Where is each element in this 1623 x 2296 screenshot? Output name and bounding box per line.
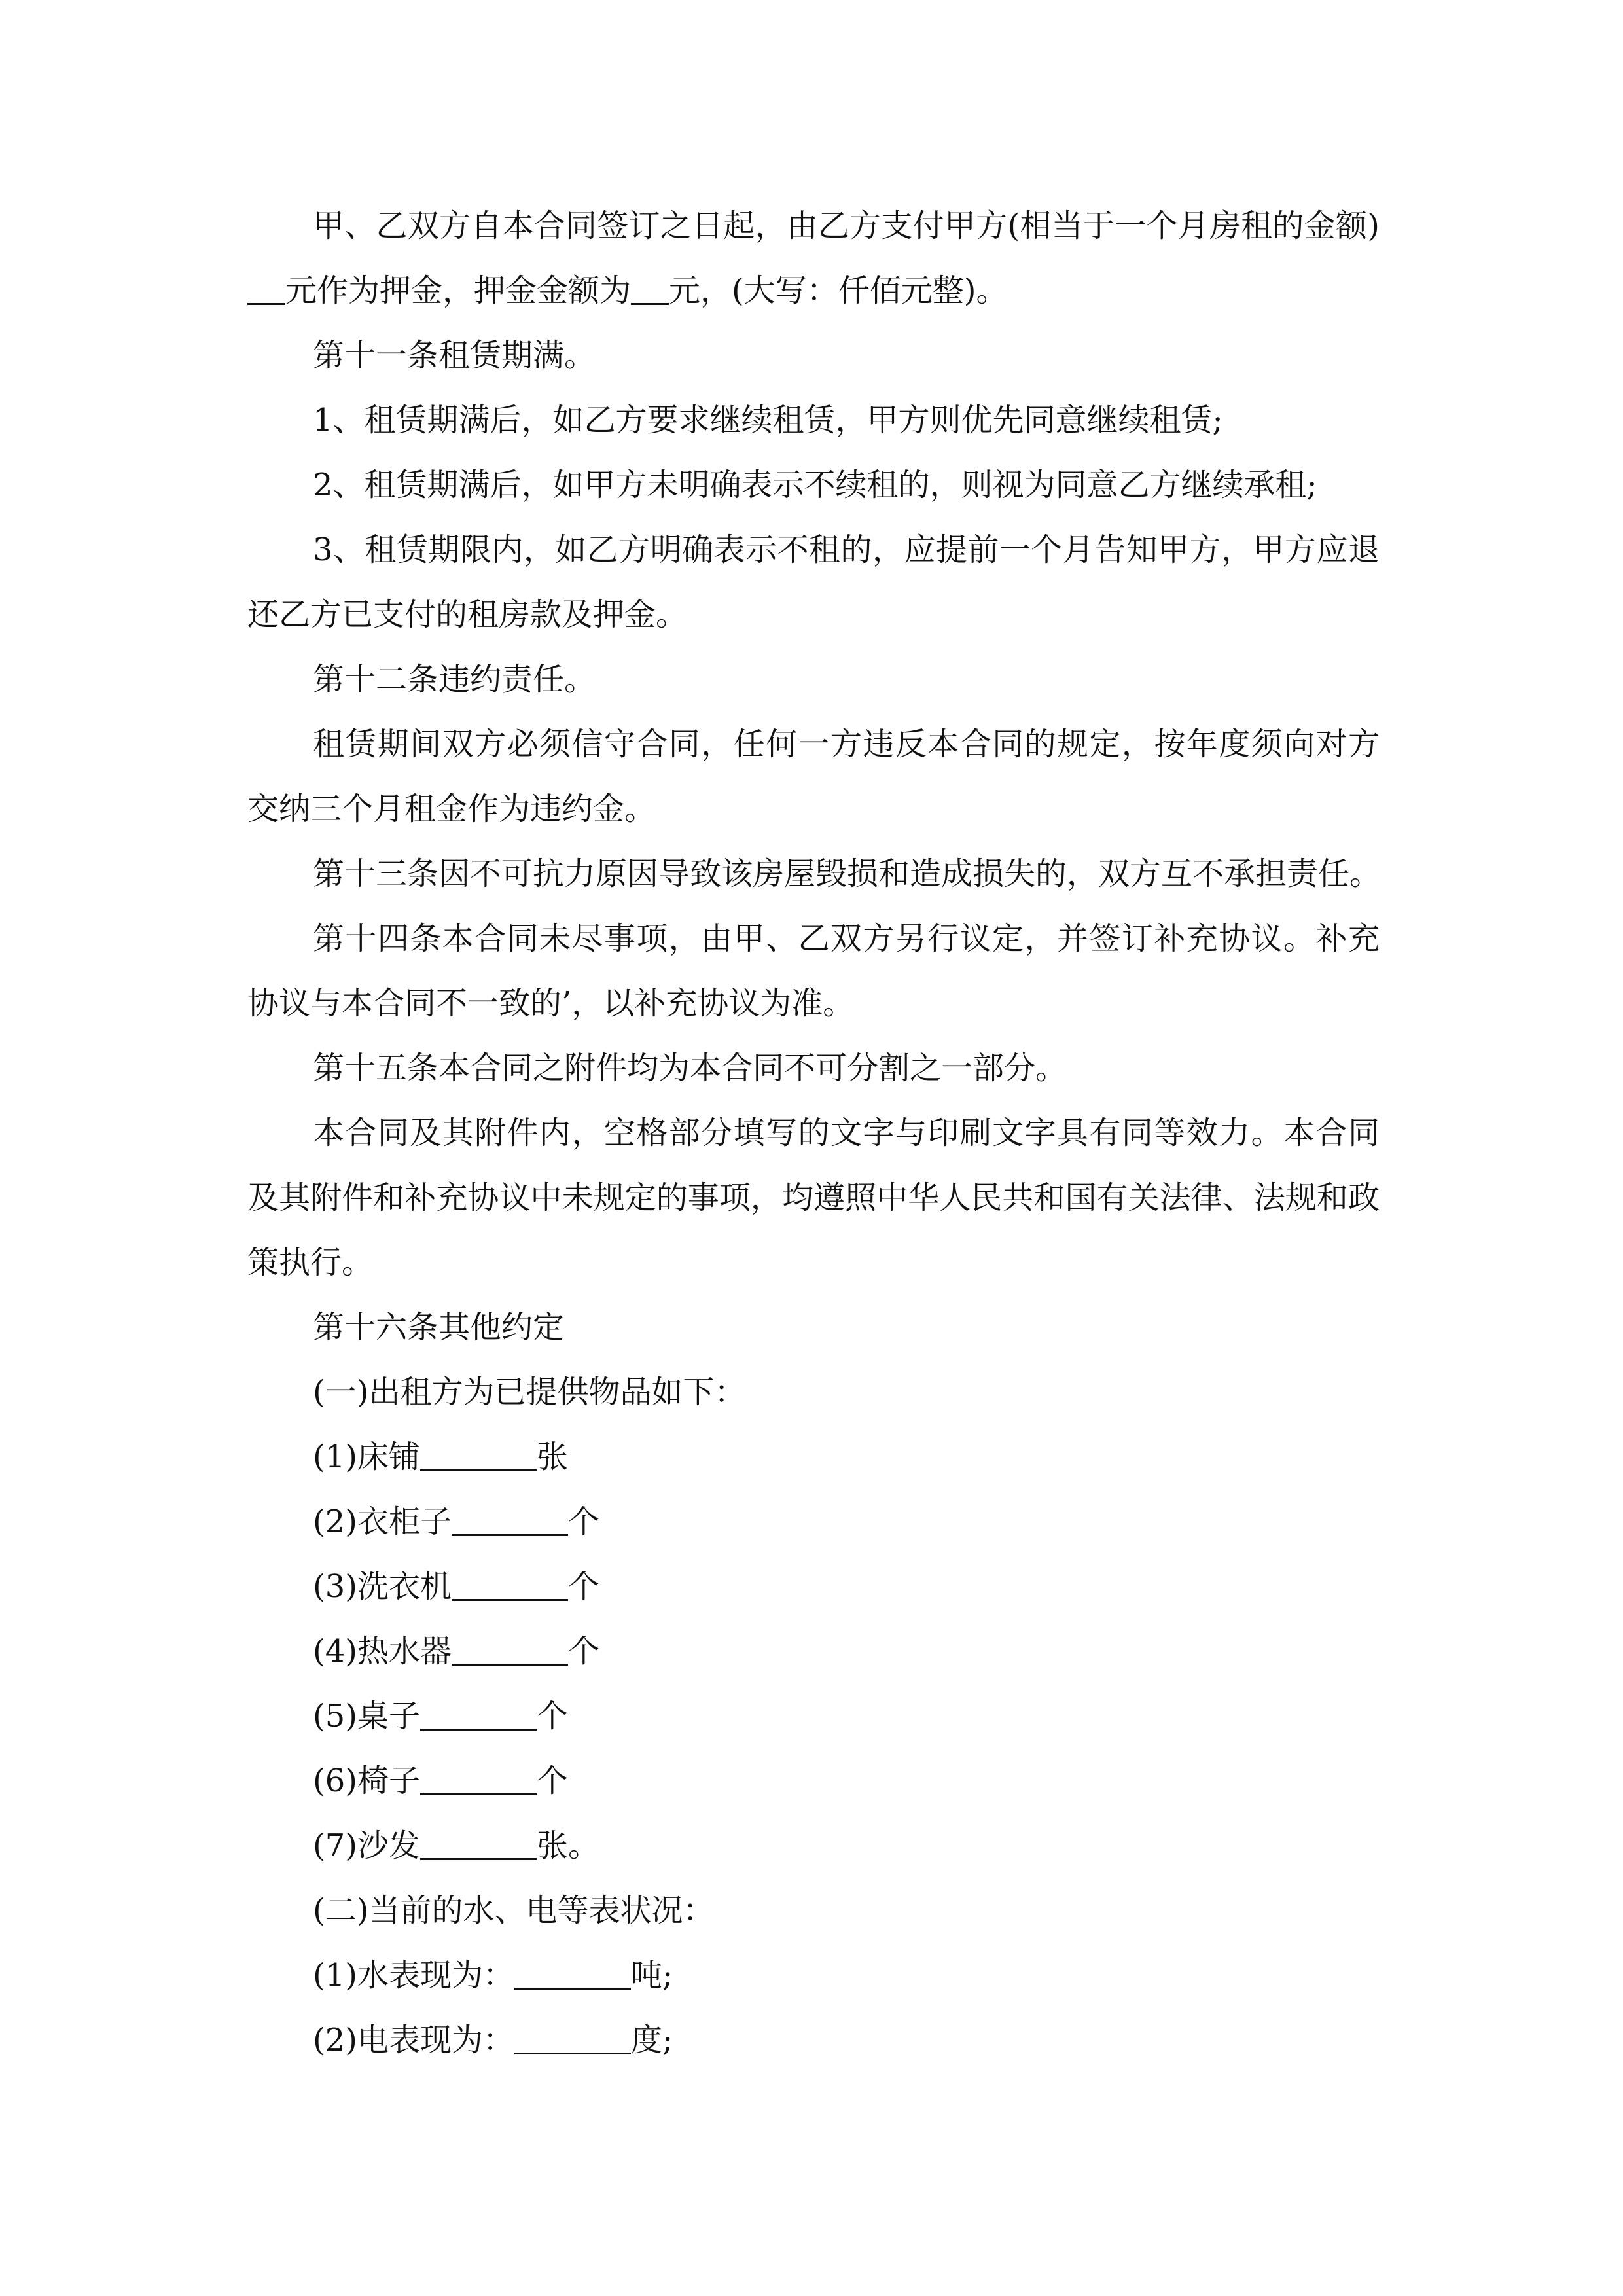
article-16-title: 第十六条其他约定	[313, 1309, 565, 1346]
meter-label: (2)电表现为：	[313, 2022, 514, 2058]
meters-title: (二)当前的水、电等表状况：	[313, 1892, 715, 1929]
deposit-amount-blank	[247, 272, 285, 305]
deposit-clause	[247, 194, 1380, 323]
item-table	[247, 1684, 1380, 1749]
item-wardrobe	[247, 1490, 1380, 1554]
item-bed	[247, 1425, 1380, 1490]
article-11-item-1: 1、租赁期满后，如乙方要求继续租赁，甲方则优先同意继续租赁;	[313, 402, 1223, 439]
items-title: (一)出租方为已提供物品如下：	[313, 1374, 746, 1410]
item-blank	[420, 1827, 537, 1860]
article-12-title: 第十二条违约责任。	[313, 661, 596, 698]
item-blank	[420, 1438, 537, 1471]
article-13: 第十三条因不可抗力原因导致该房屋毁损和造成损失的，双方互不承担责任。	[313, 855, 1382, 892]
item-label: (2)衣柜子	[313, 1503, 452, 1540]
item-label: (5)桌子	[313, 1698, 420, 1734]
article-11-item-2: 2、租赁期满后，如甲方未明确表示不续租的，则视为同意乙方继续承租;	[313, 467, 1317, 503]
contract-body	[247, 194, 1380, 2073]
article-15: 第十五条本合同之附件均为本合同不可分割之一部分。	[313, 1050, 1067, 1086]
item-blank	[420, 1762, 537, 1795]
meter-blank	[514, 1956, 631, 1990]
meter-electric	[247, 2008, 1380, 2073]
item-blank	[452, 1503, 568, 1536]
item-label: (3)洗衣机	[313, 1568, 452, 1605]
item-washing-machine	[247, 1554, 1380, 1619]
deposit-text-c: 元，(大写：仟佰元整)。	[669, 272, 1008, 309]
item-blank	[420, 1697, 537, 1731]
item-label: (1)床铺	[313, 1439, 420, 1475]
item-blank	[452, 1632, 568, 1666]
deposit-total-blank	[631, 272, 669, 305]
item-label: (6)椅子	[313, 1763, 420, 1799]
meter-unit: 度;	[631, 2022, 673, 2058]
deposit-text-a: 甲、乙双方自本合同签订之日起，由乙方支付甲方(相当于一个月房租的金额)	[313, 207, 1380, 244]
item-water-heater	[247, 1619, 1380, 1684]
meter-blank	[514, 2021, 631, 2054]
item-unit: 张。	[537, 1827, 600, 1864]
deposit-text-b: 元作为押金，押金金额为	[285, 272, 632, 309]
article-11-item-3: 3、租赁期限内，如乙方明确表示不租的，应提前一个月告知甲方，甲方应退还乙方已支付的租房款及押金。	[247, 531, 1380, 633]
item-blank	[452, 1568, 568, 1601]
meter-unit: 吨;	[631, 1957, 673, 1994]
item-unit: 个	[537, 1698, 569, 1734]
article-14: 第十四条本合同未尽事项，由甲、乙双方另行议定，并签订补充协议。补充协议与本合同不一致的’，以补充协议为准。	[247, 920, 1380, 1022]
item-chair	[247, 1749, 1380, 1814]
article-12-body: 租赁期间双方必须信守合同，任何一方违反本合同的规定，按年度须向对方交纳三个月租金作为违约金。	[247, 726, 1380, 827]
item-unit: 个	[537, 1763, 569, 1799]
article-11-title: 第十一条租赁期满。	[313, 337, 596, 374]
meter-label: (1)水表现为：	[313, 1957, 514, 1994]
item-unit: 张	[537, 1439, 569, 1475]
item-sofa	[247, 1814, 1380, 1878]
item-unit: 个	[568, 1633, 600, 1670]
effect-clause: 本合同及其附件内，空格部分填写的文字与印刷文字具有同等效力。本合同及其附件和补充协议中未规定的事项，均遵照中华人民共和国有关法律、法规和政策执行。	[247, 1115, 1380, 1281]
item-unit: 个	[568, 1503, 600, 1540]
item-unit: 个	[568, 1568, 600, 1605]
meter-water	[247, 1943, 1380, 2008]
item-label: (7)沙发	[313, 1827, 420, 1864]
item-label: (4)热水器	[313, 1633, 452, 1670]
